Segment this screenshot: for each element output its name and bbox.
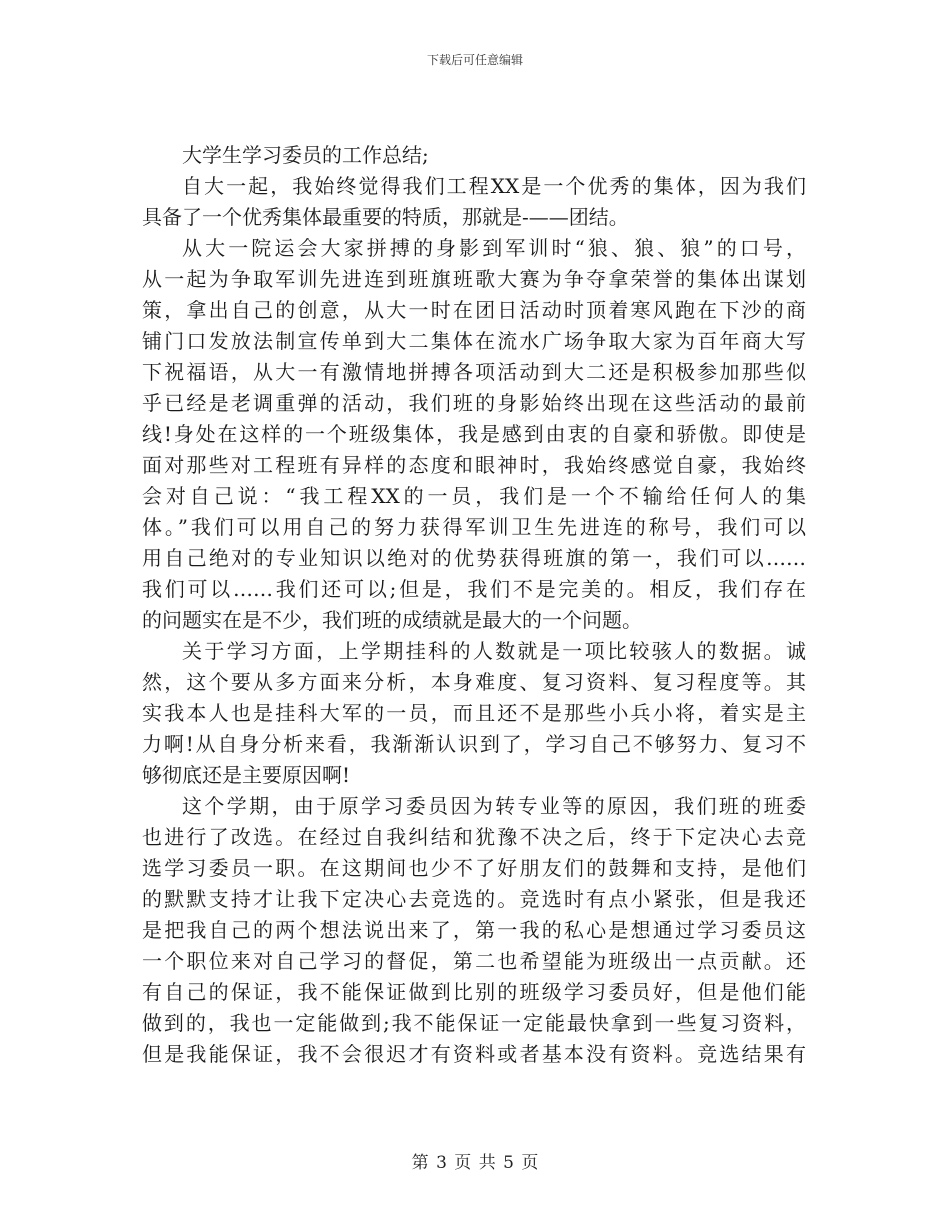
- text-line: 实我本人也是挂科大军的一员，而且还不是那些小兵小将，着实是主: [142, 701, 806, 725]
- text-line: 够彻底还是主要原因啊!: [142, 763, 351, 787]
- text-line: 力啊!从自身分析来看，我渐渐认识到了，学习自己不够努力、复习不: [142, 732, 806, 756]
- page-header: 下载后可任意编辑: [426, 53, 523, 67]
- text-line: 我们可以……我们还可以;但是，我们不是完美的。相反，我们存在: [142, 577, 806, 601]
- text-line: 线!身处在这样的一个班级集体，我是感到由衷的自豪和骄傲。即使是: [142, 422, 806, 446]
- text-line: 的问题实在是不少，我们班的成绩就是最大的一个问题。: [142, 608, 642, 632]
- text-line: 但是我能保证，我不会很迟才有资料或者基本没有资料。竞选结果有: [142, 1042, 806, 1066]
- text-line: 下祝福语，从大一有激情地拼搏各项活动到大二还是积极参加那些似: [142, 360, 806, 384]
- text-line: 关于学习方面，上学期挂科的人数就是一项比较骇人的数据。诚: [182, 639, 806, 663]
- text-line: 做到的，我也一定能做到;我不能保证一定能最快拿到一些复习资料，: [142, 1011, 806, 1035]
- text-line: 铺门口发放法制宣传单到大二集体在流水广场争取大家为百年商大写: [142, 329, 806, 353]
- text-line: 面对那些对工程班有异样的态度和眼神时，我始终感觉自豪，我始终: [142, 453, 806, 477]
- text-line: 这个学期，由于原学习委员因为转专业等的原因，我们班的班委: [182, 794, 806, 818]
- text-line: 策，拿出自己的创意，从大一时在团日活动时顶着寒风跑在下沙的商: [142, 298, 806, 322]
- text-line: 也进行了改选。在经过自我纠结和犹豫不决之后，终于下定决心去竞: [142, 825, 806, 849]
- text-line: 体。”我们可以用自己的努力获得军训卫生先进连的称号，我们可以: [142, 515, 806, 539]
- text-line: 自大一起，我始终觉得我们工程XX是一个优秀的集体，因为我们: [182, 174, 806, 198]
- text-line: 乎已经是老调重弹的活动，我们班的身影始终出现在这些活动的最前: [142, 391, 806, 415]
- document-body: [142, 140, 806, 1070]
- text-line: 大学生学习委员的工作总结;: [182, 143, 429, 167]
- text-line: 具备了一个优秀集体最重要的特质，那就是-——团结。: [142, 205, 629, 229]
- page-number-footer: 第 3 页 共 5 页: [411, 1153, 539, 1173]
- text-line: 一个职位来对自己学习的督促，第二也希望能为班级出一点贡献。还: [142, 949, 806, 973]
- text-line: 会对自己说：“我工程XX的一员，我们是一个不输给任何人的集: [142, 484, 806, 508]
- text-line: 用自己绝对的专业知识以绝对的优势获得班旗的第一，我们可以……: [142, 546, 806, 570]
- text-line: 选学习委员一职。在这期间也少不了好朋友们的鼓舞和支持，是他们: [142, 856, 806, 880]
- text-line: 的默默支持才让我下定决心去竞选的。竞选时有点小紧张，但是我还: [142, 887, 806, 911]
- text-line: 从大一院运会大家拼搏的身影到军训时“狼、狼、狼”的口号，: [182, 236, 806, 260]
- text-line: 是把我自己的两个想法说出来了，第一我的私心是想通过学习委员这: [142, 918, 806, 942]
- text-line: 从一起为争取军训先进连到班旗班歌大赛为争夺拿荣誉的集体出谋划: [142, 267, 806, 291]
- text-line: 然，这个要从多方面来分析，本身难度、复习资料、复习程度等。其: [142, 670, 806, 694]
- text-line: 有自己的保证，我不能保证做到比别的班级学习委员好，但是他们能: [142, 980, 806, 1004]
